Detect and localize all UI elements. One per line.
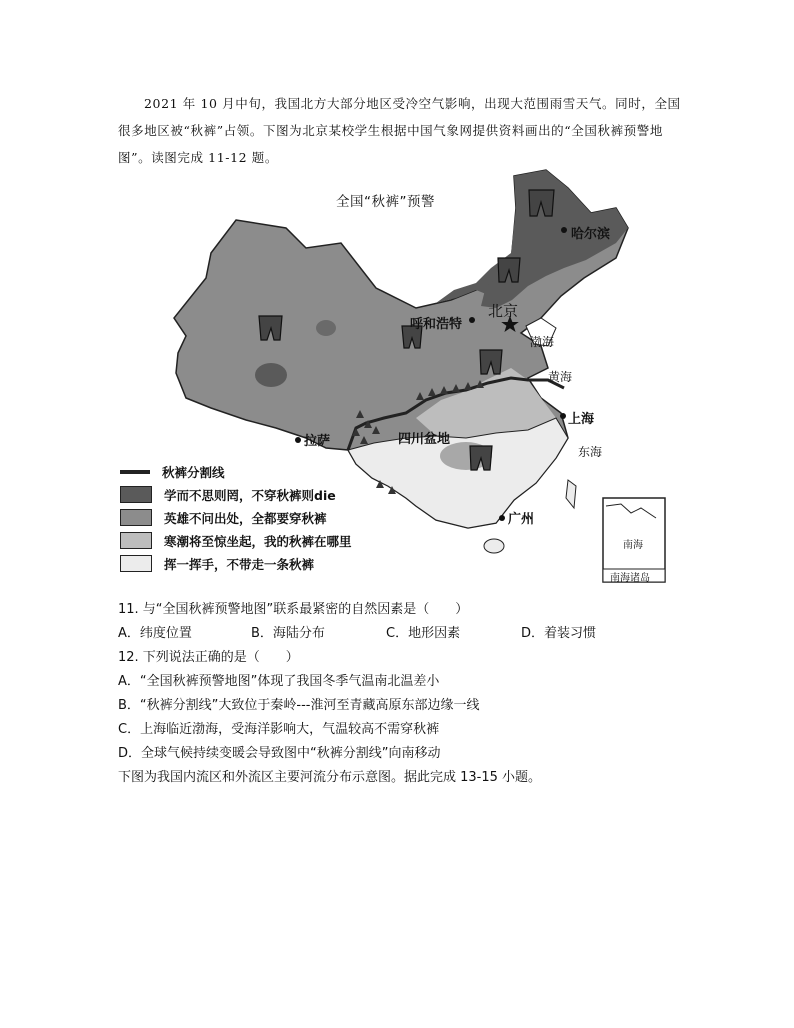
label-harbin: 哈尔滨 (571, 227, 611, 242)
questions-block (118, 598, 718, 790)
legend-item (120, 529, 352, 552)
label-bohai: 渤海 (530, 335, 555, 349)
map-title: 全国“秋裤”预警 (336, 194, 435, 210)
question-11-options (118, 622, 718, 646)
option-d: D．全球气候持续变暖会导致图中“秋裤分割线”向南移动 (118, 746, 441, 761)
legend-swatch (120, 509, 152, 526)
lhasa-dot (295, 437, 301, 443)
option-b: B．“秋裤分割线”大致位于秦岭---淮河至青藏高原东部边缘一线 (118, 698, 480, 713)
option-d: D．着装习惯 (521, 626, 597, 641)
tibet-dark-patch (255, 363, 287, 387)
legend-item (120, 460, 352, 483)
qinghai-dark-patch (316, 320, 336, 336)
legend-label: 学而不思则罔，不穿秋裤则die (164, 487, 336, 503)
shanghai-dot (560, 413, 566, 419)
label-nanhai: 南海 (623, 540, 643, 551)
hainan-island (484, 539, 504, 553)
harbin-dot (561, 227, 567, 233)
legend-label: 秋裤分割线 (162, 464, 225, 480)
taiwan-island (566, 480, 576, 508)
legend-swatch (120, 555, 152, 572)
option-a: A．“全国秋裤预警地图”体现了我国冬季气温南北温差小 (118, 674, 440, 689)
option-c: C．上海临近渤海，受海洋影响大，气温较高不需穿秋裤 (118, 722, 440, 737)
label-hohhot: 呼和浩特 (410, 317, 463, 332)
label-huanghai: 黄海 (548, 370, 573, 384)
label-sichuan-basin: 四川盆地 (398, 432, 451, 447)
label-nanhai-islands: 南海诸岛 (610, 573, 650, 584)
legend-swatch (120, 486, 152, 503)
question-12-stem: 12. 下列说法正确的是（ ） (118, 650, 299, 665)
option-b: B．海陆分布 (251, 626, 325, 641)
china-map-figure (116, 168, 676, 588)
legend-swatch (120, 532, 152, 549)
question-11-stem: 11. 与“全国秋裤预警地图”联系最紧密的自然因素是（ ） (118, 602, 469, 617)
label-shanghai: 上海 (568, 412, 595, 427)
option-a: A．纬度位置 (118, 626, 192, 641)
legend-line-swatch (120, 470, 150, 474)
legend-label: 寒潮将至惊坐起，我的秋裤在哪里 (164, 533, 352, 549)
label-beijing: 北京 (488, 302, 519, 320)
label-donghai: 东海 (578, 445, 603, 459)
legend-item (120, 552, 352, 575)
label-guangzhou: 广州 (508, 512, 535, 527)
next-section-intro: 下图为我国内流区和外流区主要河流分布示意图。据此完成 13-15 小题。 (118, 770, 542, 785)
hohhot-dot (469, 317, 475, 323)
legend-label: 英雄不问出处，全都要穿秋裤 (164, 510, 327, 526)
legend-item (120, 506, 352, 529)
guangzhou-dot (499, 515, 505, 521)
legend-item (120, 483, 352, 506)
intro-paragraph: 2021 年 10 月中旬，我国北方大部分地区受冷空气影响，出现大范围雨雪天气。同时，全国很多地区被“秋裤”占领。下图为北京某校学生根据中国气象网提供资料画出的“全国秋裤预警地图”。读图完成 11-12 题。 (118, 96, 681, 165)
option-c: C．地形因素 (386, 626, 461, 641)
legend-label: 挥一挥手，不带走一条秋裤 (164, 556, 315, 572)
map-legend (120, 460, 352, 575)
label-lhasa: 拉萨 (304, 434, 331, 449)
